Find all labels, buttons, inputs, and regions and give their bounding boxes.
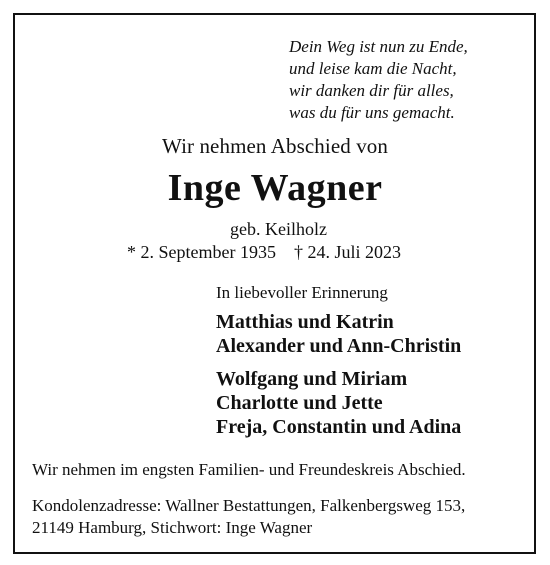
death-date: † 24. Juli 2023 [293, 242, 401, 262]
condolence-line: Kondolenzadresse: Wallner Bestattungen, Falkenbergsweg 153, [32, 496, 466, 515]
mourner-line: Alexander und Ann-Christin [216, 335, 462, 357]
mourner-line: Matthias und Katrin [216, 311, 394, 333]
memory-line: In liebevoller Erinnerung [216, 283, 388, 302]
mourner-line: Freja, Constantin und Adina [216, 416, 462, 438]
mourner-line: Charlotte und Jette [216, 392, 383, 414]
mourner-line: Wolfgang und Miriam [216, 368, 408, 390]
deceased-name: Inge Wagner [167, 167, 383, 209]
poem-line: Dein Weg ist nun zu Ende, [289, 37, 468, 56]
poem-line: und leise kam die Nacht, [289, 59, 457, 78]
intro-text: Wir nehmen Abschied von [162, 134, 388, 158]
poem [289, 36, 468, 124]
mourners-group-1 [216, 310, 461, 358]
birth-date: * 2. September 1935 [127, 242, 276, 262]
poem-line: wir danken dir für alles, [289, 81, 454, 100]
farewell-notice: Wir nehmen im engsten Familien- und Freundeskreis Abschied. [32, 460, 466, 479]
life-dates [127, 242, 401, 263]
condolence-address [32, 495, 465, 539]
condolence-line: 21149 Hamburg, Stichwort: Inge Wagner [32, 518, 313, 537]
poem-line: was du für uns gemacht. [289, 103, 455, 122]
maiden-name: geb. Keilholz [230, 219, 327, 239]
mourners-group-2 [216, 367, 461, 439]
